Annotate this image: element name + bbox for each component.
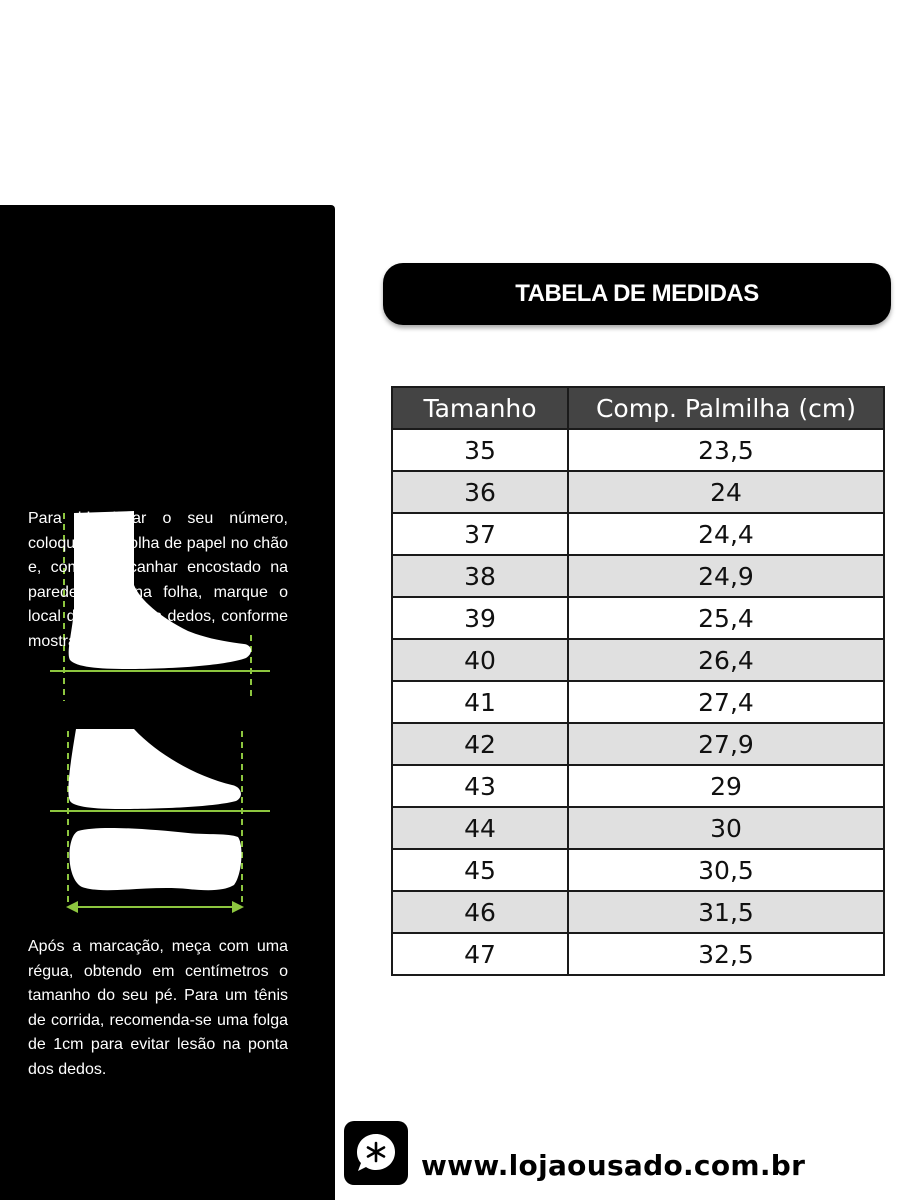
table-row xyxy=(392,597,884,639)
table-row xyxy=(392,681,884,723)
foot-measuring-illustration xyxy=(48,725,278,915)
table-row xyxy=(392,933,884,975)
length-cell: 26,4 xyxy=(568,639,884,681)
asterisk-chat-bubble-icon xyxy=(354,1131,398,1175)
table-row xyxy=(392,471,884,513)
length-cell: 29 xyxy=(568,765,884,807)
brand-logo[interactable] xyxy=(344,1121,408,1185)
table-row xyxy=(392,639,884,681)
instruction-step-1: Para identificar o seu número, coloque uma folha de papel no chão e, com o calcanhar encostado na parede, pise na folha, marque o local da ponta dos dedos, conforme mostra a figura. xyxy=(28,510,288,650)
header-insole-length: Comp. Palmilha (cm) xyxy=(568,387,884,429)
length-cell: 30 xyxy=(568,807,884,849)
size-table xyxy=(391,386,885,976)
table-row xyxy=(392,807,884,849)
length-cell: 24 xyxy=(568,471,884,513)
table-row xyxy=(392,765,884,807)
table-row xyxy=(392,513,884,555)
length-cell: 30,5 xyxy=(568,849,884,891)
header-size: Tamanho xyxy=(392,387,568,429)
length-cell: 27,9 xyxy=(568,723,884,765)
size-cell: 38 xyxy=(392,555,568,597)
size-cell: 36 xyxy=(392,471,568,513)
instructions-panel xyxy=(0,205,335,1200)
size-cell: 40 xyxy=(392,639,568,681)
table-header-row xyxy=(392,387,884,429)
instruction-step-2: Após a marcação, meça com uma régua, obtendo em centímetros o tamanho do seu pé. Para um tênis de corrida, recomenda-se uma folga de 1cm para evitar lesão na ponta dos dedos. xyxy=(28,938,288,1078)
table-row xyxy=(392,849,884,891)
size-cell: 45 xyxy=(392,849,568,891)
size-cell: 42 xyxy=(392,723,568,765)
size-cell: 37 xyxy=(392,513,568,555)
size-cell: 35 xyxy=(392,429,568,471)
table-row xyxy=(392,429,884,471)
length-cell: 24,9 xyxy=(568,555,884,597)
size-cell: 46 xyxy=(392,891,568,933)
table-row xyxy=(392,891,884,933)
size-cell: 39 xyxy=(392,597,568,639)
length-cell: 27,4 xyxy=(568,681,884,723)
length-cell: 24,4 xyxy=(568,513,884,555)
table-row xyxy=(392,555,884,597)
length-cell: 32,5 xyxy=(568,933,884,975)
table-title: TABELA DE MEDIDAS xyxy=(515,280,759,307)
size-cell: 41 xyxy=(392,681,568,723)
length-cell: 25,4 xyxy=(568,597,884,639)
length-cell: 23,5 xyxy=(568,429,884,471)
length-cell: 31,5 xyxy=(568,891,884,933)
size-cell: 43 xyxy=(392,765,568,807)
size-cell: 47 xyxy=(392,933,568,975)
table-title-banner xyxy=(383,263,891,325)
size-cell: 44 xyxy=(392,807,568,849)
store-url-link[interactable]: www.lojaousado.com.br xyxy=(421,1149,806,1182)
table-row xyxy=(392,723,884,765)
